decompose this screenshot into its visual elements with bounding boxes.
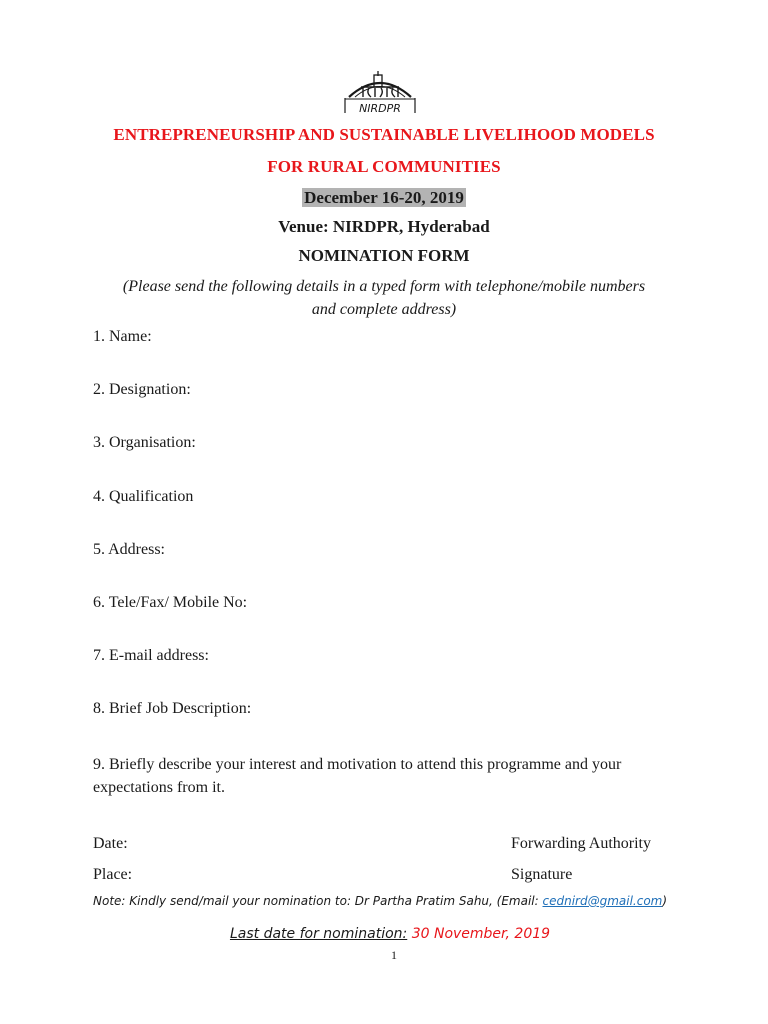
date-label: Date: — [93, 835, 128, 852]
deadline-label: Last date for nomination: — [229, 926, 408, 942]
place-label: Place: — [93, 866, 133, 883]
field-address: 5. Address: — [93, 541, 165, 558]
field-designation: 2. Designation: — [93, 381, 191, 398]
submission-note — [93, 894, 667, 908]
question-9-line2: expectations from it. — [93, 779, 225, 796]
instruction-line1: (Please send the following details in a typed form with telephone/mobile numbers — [122, 278, 646, 295]
nirdpr-logo-icon — [341, 67, 419, 117]
note-prefix: Note: Kindly send/mail your nomination to: Dr Partha Pratim Sahu, (Email: — [93, 894, 543, 908]
form-title: NOMINATION FORM — [298, 246, 470, 265]
page-number: 1 — [391, 948, 397, 962]
deadline-value: 30 November, 2019 — [411, 926, 551, 942]
programme-title-line1: ENTREPRENEURSHIP AND SUSTAINABLE LIVELIHOOD MODELS — [113, 125, 655, 144]
programme-date: December 16-20, 2019 — [304, 188, 464, 207]
field-phone: 6. Tele/Fax/ Mobile No: — [93, 594, 248, 611]
programme-date-wrap — [0, 188, 768, 208]
note-suffix: ) — [662, 894, 668, 908]
question-9 — [93, 753, 693, 799]
field-email: 7. E-mail address: — [93, 647, 209, 664]
field-organisation: 3. Organisation: — [93, 434, 196, 451]
field-qualification: 4. Qualification — [93, 488, 194, 505]
programme-title-line2: FOR RURAL COMMUNITIES — [267, 157, 501, 176]
field-job-description: 8. Brief Job Description: — [93, 700, 252, 717]
email-link[interactable]: cednird@gmail.com — [542, 894, 663, 908]
signature-label: Signature — [511, 866, 573, 883]
question-9-line1: 9. Briefly describe your interest and motivation to attend this programme and your — [93, 756, 622, 773]
forwarding-authority-label: Forwarding Authority — [511, 835, 651, 852]
field-name: 1. Name: — [93, 328, 152, 345]
logo-text: NIRDPR — [359, 102, 401, 115]
venue: Venue: NIRDPR, Hyderabad — [278, 217, 490, 236]
instruction-line2: and complete address) — [311, 301, 457, 318]
deadline — [0, 926, 768, 942]
